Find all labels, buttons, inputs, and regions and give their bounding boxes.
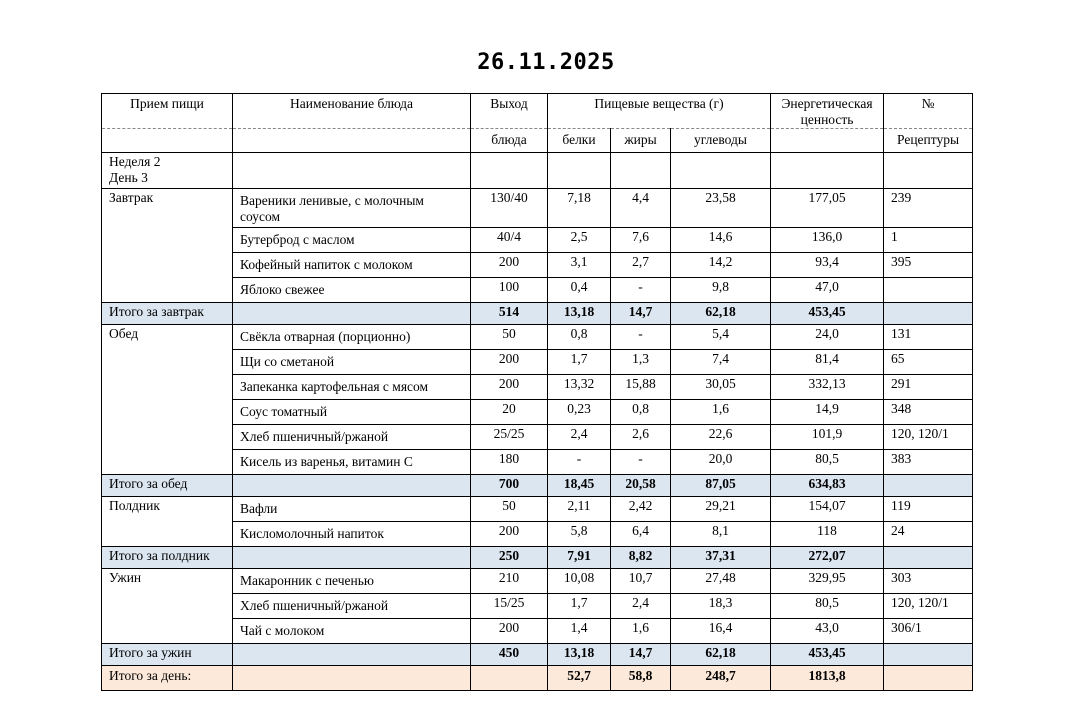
subtotal-empty bbox=[233, 303, 471, 325]
day-total-row bbox=[102, 666, 973, 691]
table-row bbox=[102, 228, 973, 253]
table-row bbox=[102, 425, 973, 450]
subtotal-empty bbox=[884, 547, 973, 569]
subtotal-label: Итого за ужин bbox=[102, 644, 233, 666]
table-row bbox=[102, 450, 973, 475]
day-label: День 3 bbox=[109, 170, 148, 185]
fat-cell: 2,6 bbox=[611, 425, 671, 450]
header-dish: Наименование блюда bbox=[233, 94, 471, 129]
fat-cell: 1,3 bbox=[611, 350, 671, 375]
carbs-cell: 22,6 bbox=[671, 425, 771, 450]
recipe-cell: 306/1 bbox=[884, 619, 973, 644]
table-row bbox=[102, 569, 973, 594]
carbs-cell: 14,6 bbox=[671, 228, 771, 253]
dish-name: Чай с молоком bbox=[233, 619, 471, 644]
header-yield-bottom: блюда bbox=[471, 129, 548, 153]
protein-cell: 10,08 bbox=[548, 569, 611, 594]
dish-name: Бутерброд с маслом bbox=[233, 228, 471, 253]
header-yield: Выход bbox=[471, 94, 548, 129]
table-row bbox=[102, 253, 973, 278]
fat-cell: 2,4 bbox=[611, 594, 671, 619]
energy-cell: 43,0 bbox=[771, 619, 884, 644]
day-total-energy: 1813,8 bbox=[771, 666, 884, 691]
carbs-cell: 5,4 bbox=[671, 325, 771, 350]
fat-cell: 7,6 bbox=[611, 228, 671, 253]
protein-cell: 13,32 bbox=[548, 375, 611, 400]
energy-cell: 47,0 bbox=[771, 278, 884, 303]
yield-cell: 20 bbox=[471, 400, 548, 425]
yield-cell: 210 bbox=[471, 569, 548, 594]
day-total-empty bbox=[471, 666, 548, 691]
table-row bbox=[102, 400, 973, 425]
subtotal-energy: 272,07 bbox=[771, 547, 884, 569]
recipe-cell: 303 bbox=[884, 569, 973, 594]
header-fat: жиры bbox=[611, 129, 671, 153]
carbs-cell: 16,4 bbox=[671, 619, 771, 644]
recipe-cell bbox=[884, 278, 973, 303]
fat-cell: - bbox=[611, 450, 671, 475]
subtotal-protein: 7,91 bbox=[548, 547, 611, 569]
subtotal-protein: 18,45 bbox=[548, 475, 611, 497]
fat-cell: - bbox=[611, 325, 671, 350]
subtotal-row bbox=[102, 475, 973, 497]
header-row-bottom bbox=[102, 129, 973, 153]
subtotal-row bbox=[102, 644, 973, 666]
yield-cell: 200 bbox=[471, 350, 548, 375]
subtotal-row bbox=[102, 547, 973, 569]
dish-name: Хлеб пшеничный/ржаной bbox=[233, 425, 471, 450]
energy-cell: 81,4 bbox=[771, 350, 884, 375]
yield-cell: 130/40 bbox=[471, 189, 548, 228]
energy-cell: 101,9 bbox=[771, 425, 884, 450]
page-date-title: 26.11.2025 bbox=[477, 50, 615, 75]
dish-name: Свёкла отварная (порционно) bbox=[233, 325, 471, 350]
subtotal-label: Итого за полдник bbox=[102, 547, 233, 569]
protein-cell: 7,18 bbox=[548, 189, 611, 228]
energy-cell: 24,0 bbox=[771, 325, 884, 350]
header-empty bbox=[233, 129, 471, 153]
yield-cell: 200 bbox=[471, 375, 548, 400]
fat-cell: 1,6 bbox=[611, 619, 671, 644]
table-row bbox=[102, 522, 973, 547]
dish-name: Кисломолочный напиток bbox=[233, 522, 471, 547]
protein-cell: 0,4 bbox=[548, 278, 611, 303]
table-row bbox=[102, 375, 973, 400]
subtotal-empty bbox=[884, 303, 973, 325]
subtotal-carbs: 62,18 bbox=[671, 644, 771, 666]
subtotal-label: Итого за обед bbox=[102, 475, 233, 497]
dish-name: Яблоко свежее bbox=[233, 278, 471, 303]
yield-cell: 100 bbox=[471, 278, 548, 303]
header-meal: Прием пищи bbox=[102, 94, 233, 129]
header-nutrients: Пищевые вещества (г) bbox=[548, 94, 771, 129]
week-day-row bbox=[102, 153, 973, 189]
carbs-cell: 29,21 bbox=[671, 497, 771, 522]
dish-name: Щи со сметаной bbox=[233, 350, 471, 375]
yield-cell: 25/25 bbox=[471, 425, 548, 450]
protein-cell: 3,1 bbox=[548, 253, 611, 278]
recipe-cell: 395 bbox=[884, 253, 973, 278]
header-carbs: углеводы bbox=[671, 129, 771, 153]
dish-name: Вареники ленивые, с молочным соусом bbox=[233, 189, 471, 228]
subtotal-empty bbox=[233, 644, 471, 666]
subtotal-carbs: 87,05 bbox=[671, 475, 771, 497]
carbs-cell: 7,4 bbox=[671, 350, 771, 375]
subtotal-fat: 20,58 bbox=[611, 475, 671, 497]
energy-cell: 14,9 bbox=[771, 400, 884, 425]
subtotal-row bbox=[102, 303, 973, 325]
subtotal-energy: 453,45 bbox=[771, 644, 884, 666]
subtotal-yield: 514 bbox=[471, 303, 548, 325]
fat-cell: 15,88 bbox=[611, 375, 671, 400]
carbs-cell: 14,2 bbox=[671, 253, 771, 278]
recipe-cell: 24 bbox=[884, 522, 973, 547]
carbs-cell: 1,6 bbox=[671, 400, 771, 425]
subtotal-yield: 250 bbox=[471, 547, 548, 569]
subtotal-yield: 700 bbox=[471, 475, 548, 497]
fat-cell: 2,42 bbox=[611, 497, 671, 522]
day-total-fat: 58,8 bbox=[611, 666, 671, 691]
subtotal-carbs: 37,31 bbox=[671, 547, 771, 569]
energy-cell: 93,4 bbox=[771, 253, 884, 278]
table-row bbox=[102, 497, 973, 522]
subtotal-label: Итого за завтрак bbox=[102, 303, 233, 325]
fat-cell: 10,7 bbox=[611, 569, 671, 594]
table-row bbox=[102, 619, 973, 644]
recipe-cell: 291 bbox=[884, 375, 973, 400]
subtotal-empty bbox=[233, 475, 471, 497]
yield-cell: 200 bbox=[471, 619, 548, 644]
table-row bbox=[102, 189, 973, 228]
subtotal-empty bbox=[884, 475, 973, 497]
subtotal-energy: 634,83 bbox=[771, 475, 884, 497]
meal-cell: Полдник bbox=[102, 497, 233, 547]
fat-cell: 6,4 bbox=[611, 522, 671, 547]
fat-cell: 4,4 bbox=[611, 189, 671, 228]
energy-cell: 136,0 bbox=[771, 228, 884, 253]
recipe-cell: 348 bbox=[884, 400, 973, 425]
protein-cell: 0,23 bbox=[548, 400, 611, 425]
day-total-empty bbox=[233, 666, 471, 691]
carbs-cell: 20,0 bbox=[671, 450, 771, 475]
subtotal-fat: 14,7 bbox=[611, 644, 671, 666]
subtotal-carbs: 62,18 bbox=[671, 303, 771, 325]
recipe-cell: 120, 120/1 bbox=[884, 425, 973, 450]
recipe-cell: 119 bbox=[884, 497, 973, 522]
energy-cell: 154,07 bbox=[771, 497, 884, 522]
day-total-carbs: 248,7 bbox=[671, 666, 771, 691]
dish-name: Кисель из варенья, витамин С bbox=[233, 450, 471, 475]
subtotal-empty bbox=[884, 644, 973, 666]
table-row bbox=[102, 350, 973, 375]
energy-cell: 118 bbox=[771, 522, 884, 547]
header-recipe-bottom: Рецептуры bbox=[884, 129, 973, 153]
menu-table bbox=[101, 93, 973, 691]
header-protein: белки bbox=[548, 129, 611, 153]
recipe-cell: 1 bbox=[884, 228, 973, 253]
table-row bbox=[102, 594, 973, 619]
energy-cell: 177,05 bbox=[771, 189, 884, 228]
carbs-cell: 18,3 bbox=[671, 594, 771, 619]
yield-cell: 180 bbox=[471, 450, 548, 475]
carbs-cell: 27,48 bbox=[671, 569, 771, 594]
meal-cell: Завтрак bbox=[102, 189, 233, 303]
carbs-cell: 30,05 bbox=[671, 375, 771, 400]
recipe-cell: 65 bbox=[884, 350, 973, 375]
protein-cell: 5,8 bbox=[548, 522, 611, 547]
header-recipe-number: № bbox=[884, 94, 973, 129]
carbs-cell: 23,58 bbox=[671, 189, 771, 228]
protein-cell: 1,7 bbox=[548, 350, 611, 375]
subtotal-empty bbox=[233, 547, 471, 569]
protein-cell: 2,11 bbox=[548, 497, 611, 522]
dish-name: Макаронник с печенью bbox=[233, 569, 471, 594]
subtotal-fat: 14,7 bbox=[611, 303, 671, 325]
yield-cell: 15/25 bbox=[471, 594, 548, 619]
fat-cell: 0,8 bbox=[611, 400, 671, 425]
energy-cell: 332,13 bbox=[771, 375, 884, 400]
dish-name: Соус томатный bbox=[233, 400, 471, 425]
protein-cell: 1,7 bbox=[548, 594, 611, 619]
yield-cell: 50 bbox=[471, 325, 548, 350]
subtotal-fat: 8,82 bbox=[611, 547, 671, 569]
header-row-top bbox=[102, 94, 973, 129]
header-energy: Энергетическая ценность bbox=[771, 94, 884, 129]
protein-cell: - bbox=[548, 450, 611, 475]
table-row bbox=[102, 278, 973, 303]
header-empty bbox=[102, 129, 233, 153]
energy-cell: 329,95 bbox=[771, 569, 884, 594]
subtotal-protein: 13,18 bbox=[548, 303, 611, 325]
protein-cell: 0,8 bbox=[548, 325, 611, 350]
protein-cell: 2,5 bbox=[548, 228, 611, 253]
dish-name: Кофейный напиток с молоком bbox=[233, 253, 471, 278]
dish-name: Хлеб пшеничный/ржаной bbox=[233, 594, 471, 619]
fat-cell: 2,7 bbox=[611, 253, 671, 278]
dish-name: Вафли bbox=[233, 497, 471, 522]
carbs-cell: 8,1 bbox=[671, 522, 771, 547]
yield-cell: 200 bbox=[471, 522, 548, 547]
header-empty bbox=[771, 129, 884, 153]
yield-cell: 200 bbox=[471, 253, 548, 278]
yield-cell: 40/4 bbox=[471, 228, 548, 253]
meal-cell: Ужин bbox=[102, 569, 233, 644]
energy-cell: 80,5 bbox=[771, 450, 884, 475]
subtotal-protein: 13,18 bbox=[548, 644, 611, 666]
energy-cell: 80,5 bbox=[771, 594, 884, 619]
dish-name: Запеканка картофельная с мясом bbox=[233, 375, 471, 400]
day-total-protein: 52,7 bbox=[548, 666, 611, 691]
recipe-cell: 383 bbox=[884, 450, 973, 475]
recipe-cell: 120, 120/1 bbox=[884, 594, 973, 619]
carbs-cell: 9,8 bbox=[671, 278, 771, 303]
day-total-label: Итого за день: bbox=[102, 666, 233, 691]
subtotal-energy: 453,45 bbox=[771, 303, 884, 325]
recipe-cell: 131 bbox=[884, 325, 973, 350]
day-total-empty bbox=[884, 666, 973, 691]
table-row bbox=[102, 325, 973, 350]
week-day-cell bbox=[102, 153, 233, 189]
meal-cell: Обед bbox=[102, 325, 233, 475]
recipe-cell: 239 bbox=[884, 189, 973, 228]
fat-cell: - bbox=[611, 278, 671, 303]
subtotal-yield: 450 bbox=[471, 644, 548, 666]
week-label: Неделя 2 bbox=[109, 154, 161, 169]
protein-cell: 2,4 bbox=[548, 425, 611, 450]
yield-cell: 50 bbox=[471, 497, 548, 522]
protein-cell: 1,4 bbox=[548, 619, 611, 644]
